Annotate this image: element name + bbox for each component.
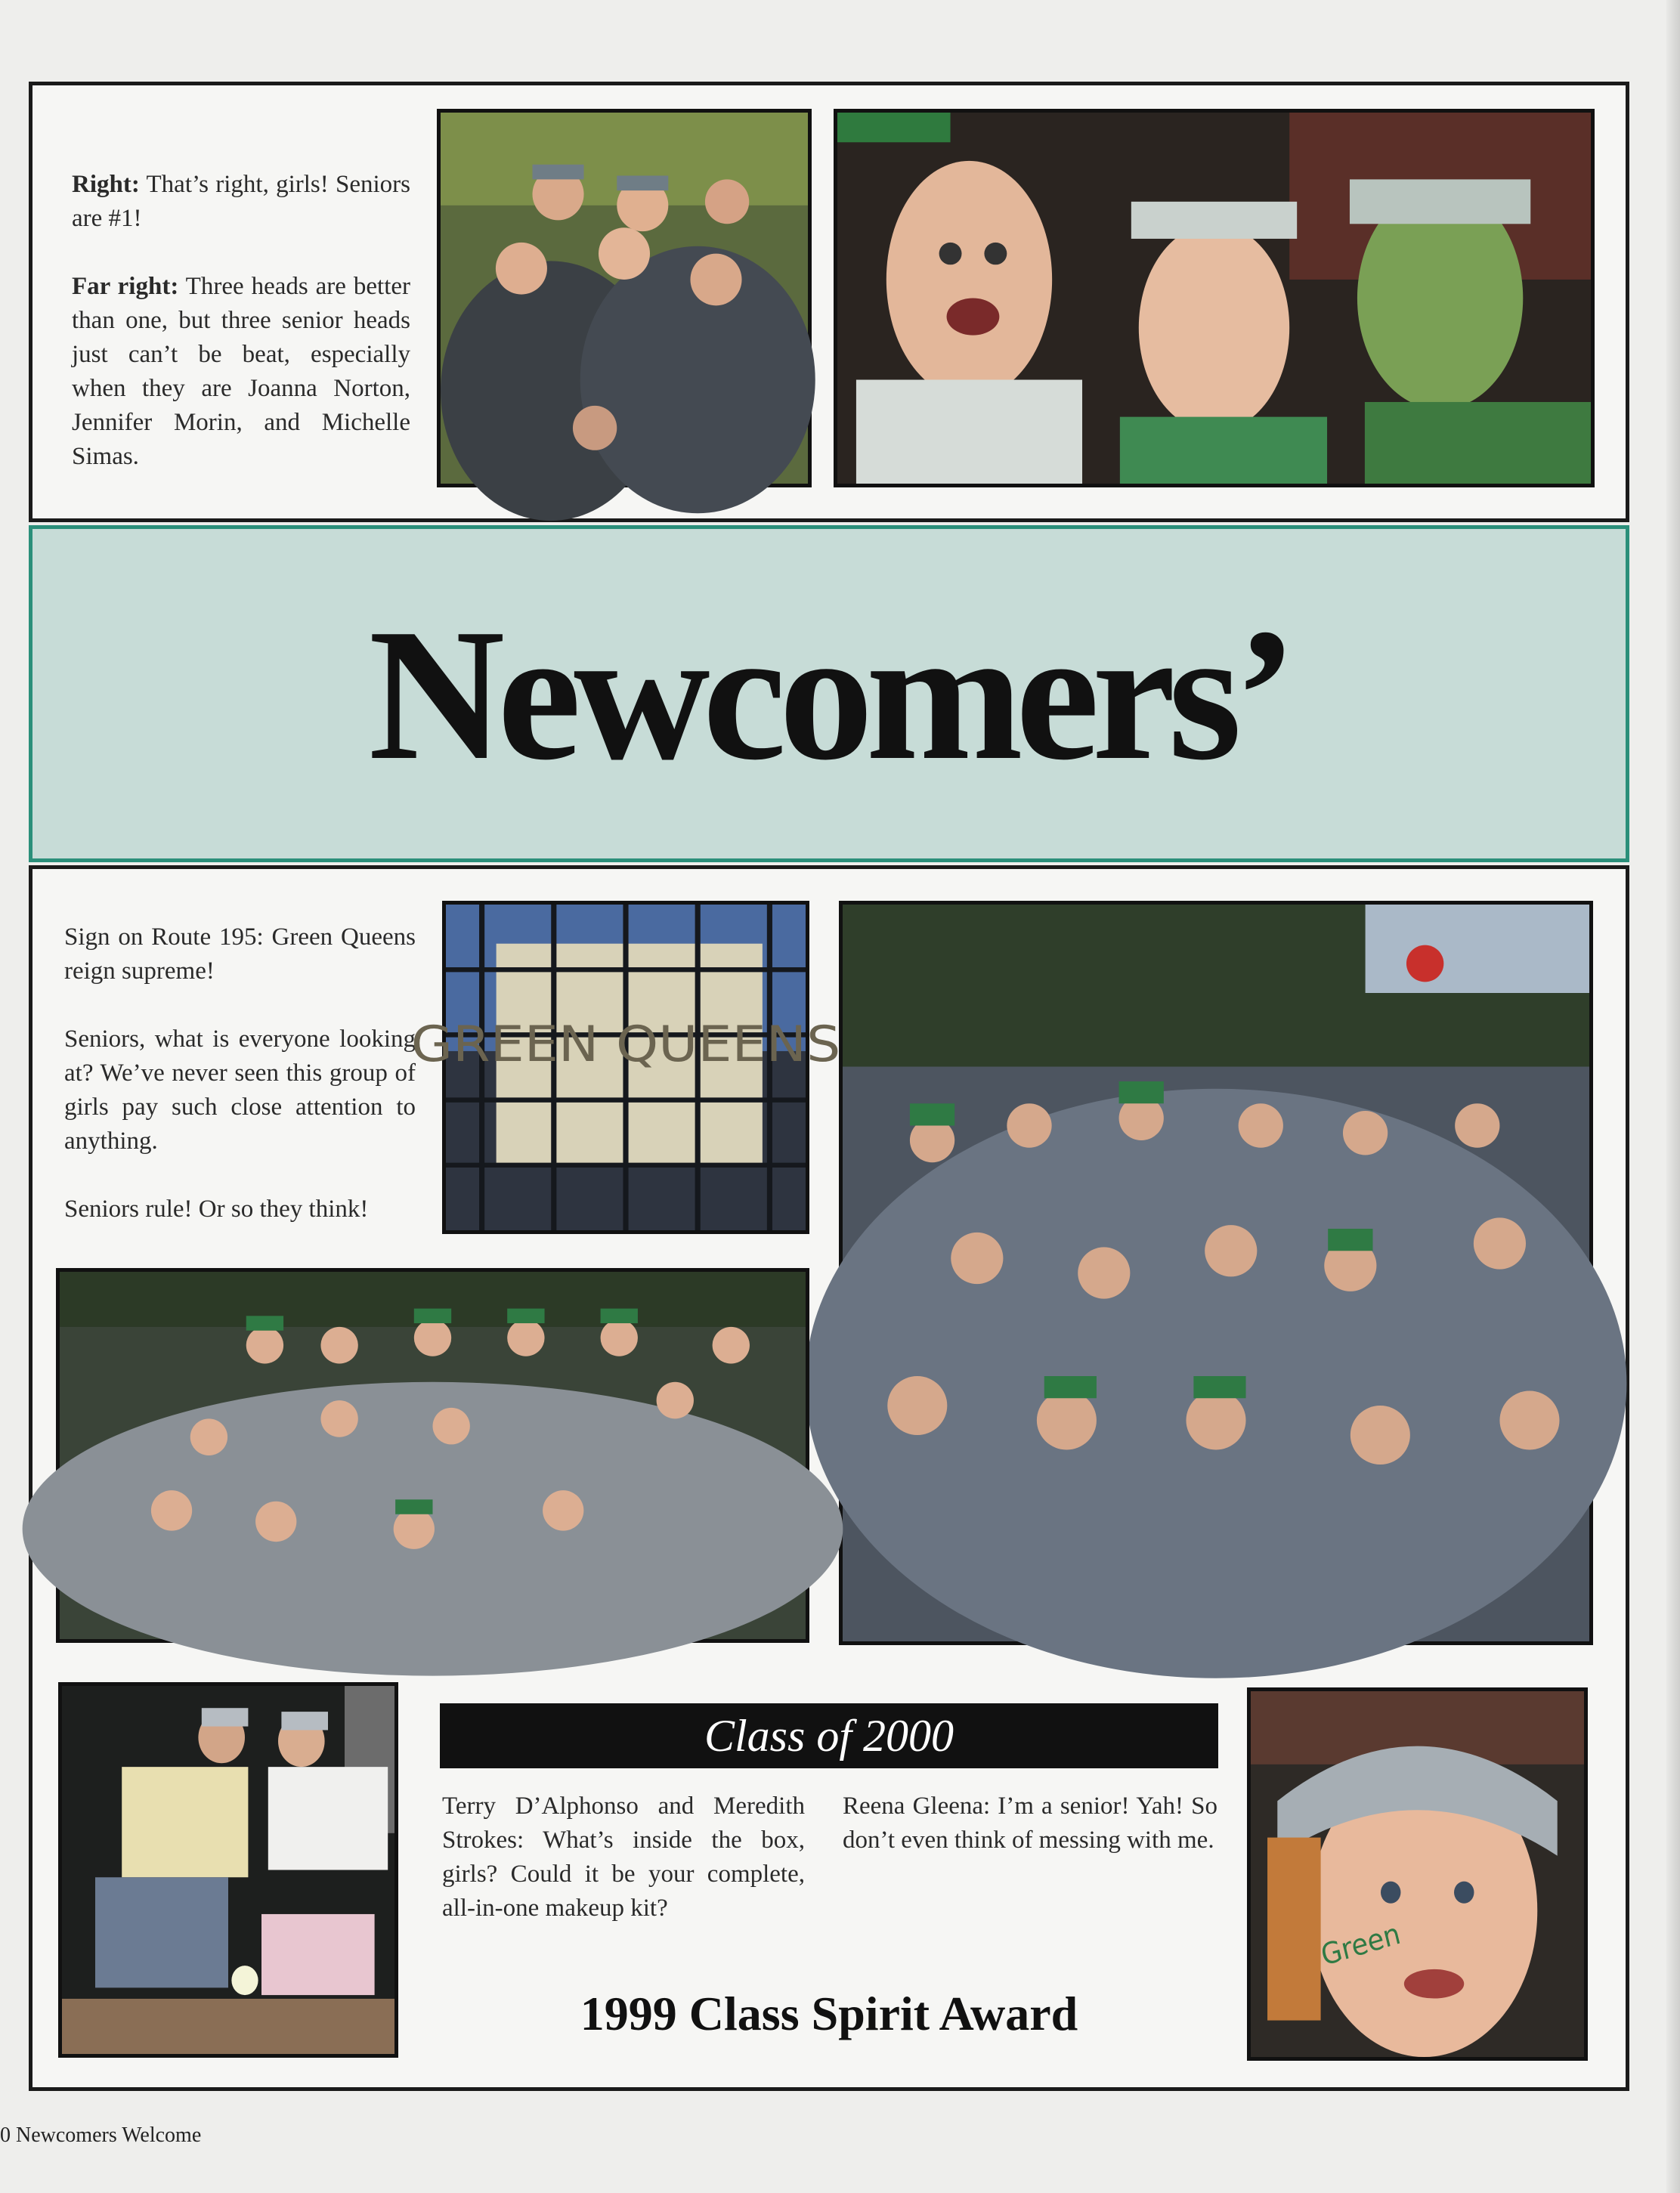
photo-crowd-seniors [839, 901, 1593, 1645]
photo-group-posing [56, 1268, 809, 1643]
face-paint-text: Green [1317, 1916, 1404, 1973]
caption-looking: Seniors, what is everyone looking at? We’ve never seen this group of girls pay such close attention to anything. [64, 1025, 416, 1155]
sign-lettering: GREEN QUEENS [410, 1016, 841, 1074]
photo-reena-portrait [1247, 1687, 1588, 2061]
caption-right [72, 168, 410, 236]
title-banner [29, 525, 1629, 862]
photo-sign-route-195 [410, 901, 841, 1234]
photo-girls-with-box [58, 1682, 398, 2058]
award-title: 1999 Class Spirit Award [580, 1987, 1078, 2040]
class-heading: Class of 2000 [440, 1703, 1218, 1768]
photo-cheering-seniors [437, 109, 812, 487]
banner-title: Newcomers’ [368, 590, 1290, 800]
page-footer: 0 Newcomers Welcome [0, 2123, 202, 2147]
caption-reena-gleena: Reena Gleena: I’m a senior! Yah! So don’t even think of messing with me. [843, 1792, 1217, 1854]
caption-rule: Seniors rule! Or so they think! [64, 1195, 369, 1223]
caption-sign: Sign on Route 195: Green Queens reign supreme! [64, 923, 416, 985]
caption-right-label: Right: [72, 171, 140, 198]
caption-far-right [72, 270, 410, 474]
caption-far-right-label: Far right: [72, 273, 179, 300]
caption-far-right-text: Three heads are better than one, but three senior heads just can’t be beat, especially when they are Joanna Norton, Jennifer Morin, and Michelle Simas. [72, 273, 411, 470]
caption-right-text: That’s right, girls! Seniors are #1! [72, 171, 411, 232]
caption-box-girls: Terry D’Alphonso and Meredith Strokes: What’s inside the box, girls? Could it be your complete, all-in-one makeup kit? [442, 1792, 805, 1922]
photo-three-heads [834, 109, 1595, 487]
page-edge [1666, 0, 1680, 2193]
